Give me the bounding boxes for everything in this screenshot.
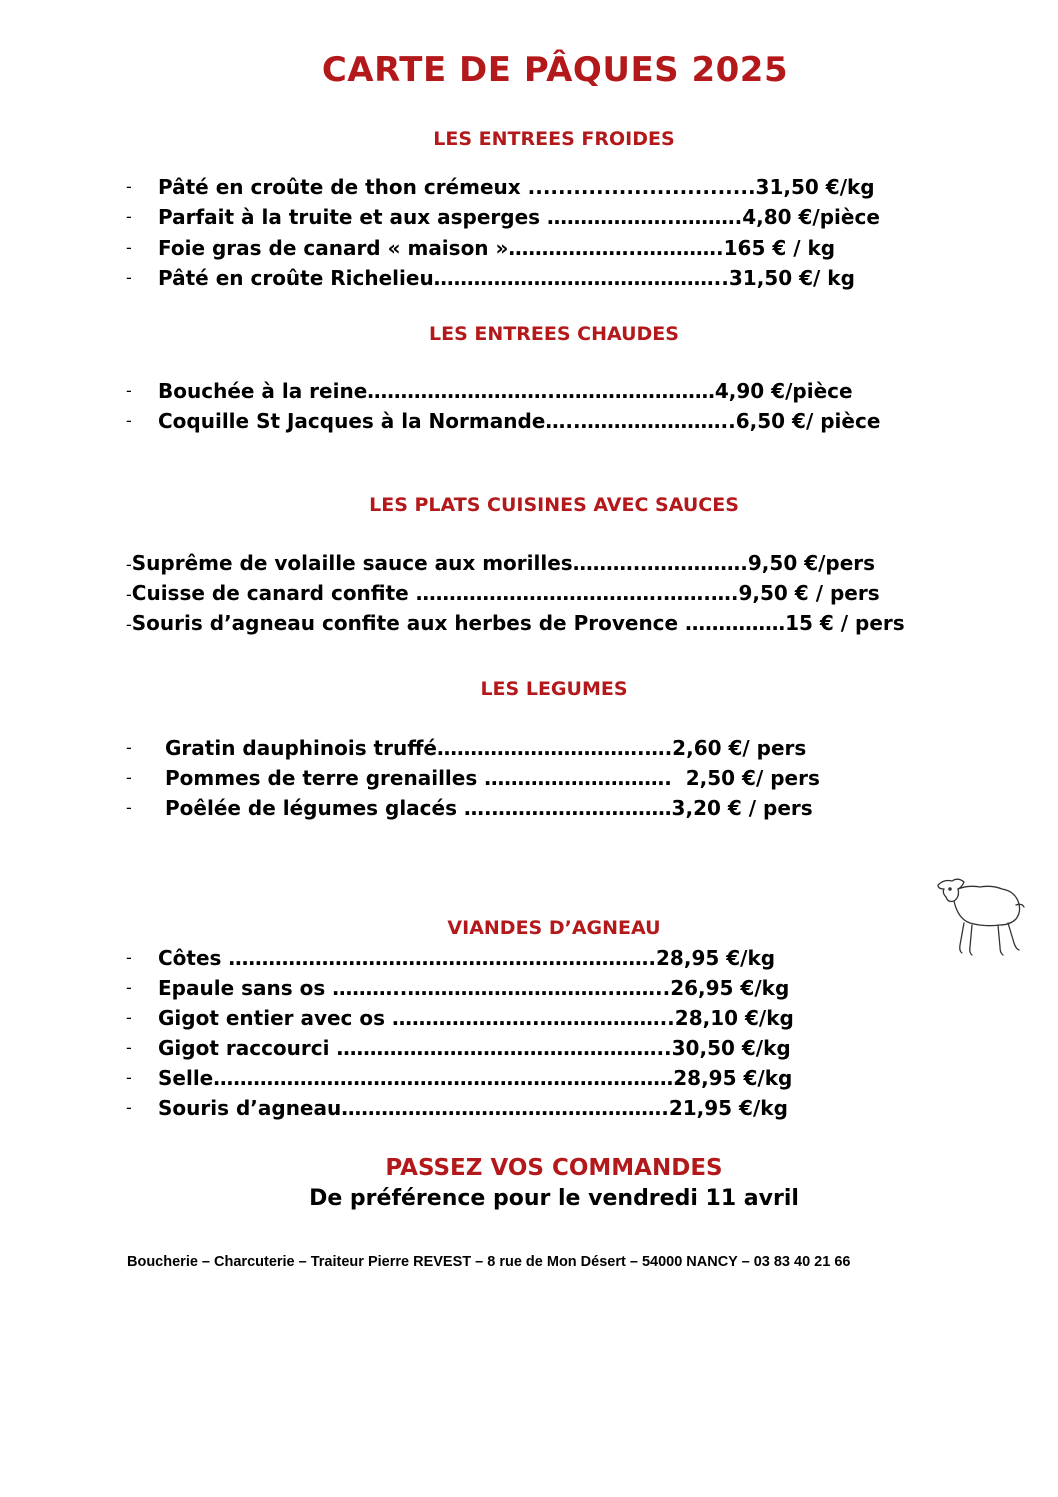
- bullet-dash: -: [126, 768, 132, 787]
- bullet-dash: -: [126, 177, 132, 196]
- menu-item: Poêlée de légumes glacés ….………………………3,20 € / pers: [165, 796, 813, 820]
- bullet-dash: -: [126, 555, 132, 574]
- menu-item: Coquille St Jacques à la Normande…..…………………..6,50 €/ pièce: [158, 409, 881, 433]
- bullet-dash: -: [126, 1068, 132, 1087]
- bullet-dash: -: [126, 207, 132, 226]
- order-title: PASSEZ VOS COMMANDES: [385, 1155, 723, 1181]
- menu-item: Souris d’agneau………………………………………….21,95 €/kg: [158, 1096, 788, 1120]
- menu-item: [126, 608, 905, 638]
- menu-item: Bouchée à la reine……………………….……………………4,90 €/pièce: [158, 379, 853, 403]
- menu-item: Epaule sans os ………..………………………….……..26,95 €/kg: [158, 976, 790, 1000]
- section-title-plats: LES PLATS CUISINES AVEC SAUCES: [369, 494, 739, 516]
- section-title-entrees-chaudes: LES ENTREES CHAUDES: [429, 323, 679, 345]
- footer-contact: Boucherie – Charcuterie – Traiteur Pierre REVEST – 8 rue de Mon Désert – 54000 NANCY – 03 83 40 21 66: [127, 1254, 851, 1270]
- menu-item-text: Suprême de volaille sauce aux morilles……….…………….9,50 €/pers: [131, 551, 876, 575]
- menu-item: Pâté en croûte de thon crémeux ..............................31,50 €/kg: [158, 175, 875, 199]
- bullet-dash: -: [126, 978, 132, 997]
- section-title-legumes: LES LEGUMES: [480, 678, 628, 700]
- section-title-agneau: VIANDES D’AGNEAU: [447, 917, 661, 939]
- bullet-dash: -: [126, 585, 132, 604]
- menu-item: Foie gras de canard « maison »……………….………….165 € / kg: [158, 236, 836, 260]
- menu-item: Pommes de terre grenailles ………………………. 2,50 €/ pers: [165, 766, 820, 790]
- page-title: CARTE DE PÂQUES 2025: [321, 50, 789, 90]
- bullet-dash: -: [126, 798, 132, 817]
- bullet-dash: -: [126, 268, 132, 287]
- menu-item: Gigot raccourci …………………………………………..30,50 €/kg: [158, 1036, 791, 1060]
- menu-item: Parfait à la truite et aux asperges ……………….……….4,80 €/pièce: [158, 205, 880, 229]
- menu-item: Selle……………………………………………………………28,95 €/kg: [158, 1066, 793, 1090]
- bullet-dash: -: [126, 411, 132, 430]
- bullet-dash: -: [126, 1098, 132, 1117]
- bullet-dash: -: [126, 1038, 132, 1057]
- menu-item-text: Cuisse de canard confite ……………………………….…….….9,50 € / pers: [131, 581, 880, 605]
- menu-item: Côtes ……………………………………………………….28,95 €/kg: [158, 946, 776, 970]
- bullet-dash: -: [126, 738, 132, 757]
- bullet-dash: -: [126, 948, 132, 967]
- bullet-dash: -: [126, 615, 132, 634]
- bullet-dash: -: [126, 238, 132, 257]
- menu-item-text: Souris d’agneau confite aux herbes de Provence ……………15 € / pers: [131, 611, 905, 635]
- bullet-dash: -: [126, 381, 132, 400]
- menu-item: [126, 578, 880, 608]
- menu-item: Pâté en croûte Richelieu……………………………………..31,50 €/ kg: [158, 266, 855, 290]
- menu-item: Gratin dauphinois truffé………………………….….2,60 €/ pers: [165, 736, 807, 760]
- bullet-dash: -: [126, 1008, 132, 1027]
- menu-item: [126, 548, 875, 578]
- section-title-entrees-froides: LES ENTREES FROIDES: [433, 128, 675, 150]
- order-subtitle: De préférence pour le vendredi 11 avril: [309, 1186, 799, 1211]
- menu-item: Gigot entier avec os ………………….………………..28,10 €/kg: [158, 1006, 794, 1030]
